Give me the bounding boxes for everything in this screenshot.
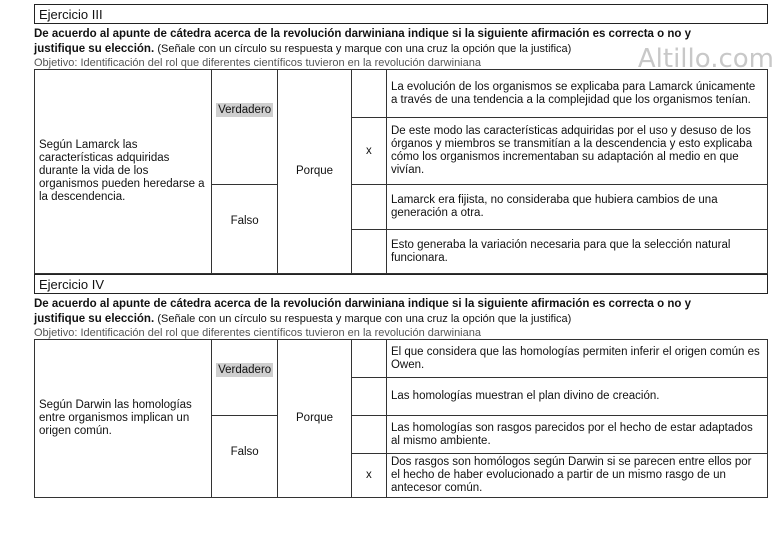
option-mark[interactable] bbox=[351, 378, 386, 416]
because-label: Porque bbox=[278, 70, 351, 274]
option-mark[interactable]: x bbox=[351, 454, 386, 498]
false-option[interactable] bbox=[211, 185, 277, 274]
option-mark[interactable]: x bbox=[351, 118, 386, 185]
answer-table bbox=[34, 339, 768, 498]
instruction bbox=[34, 297, 768, 327]
option-mark[interactable] bbox=[351, 230, 386, 274]
false-label: Falso bbox=[230, 215, 259, 228]
instruction-note: (Señale con un círculo su respuesta y marque con una cruz la opción que la justifica) bbox=[157, 313, 572, 325]
instruction bbox=[34, 27, 768, 57]
option-mark[interactable] bbox=[351, 185, 386, 230]
instruction-bold: justifique su elección. bbox=[34, 313, 155, 325]
true-option[interactable] bbox=[211, 340, 277, 416]
option-text: De este modo las características adquiridas por el uso y desuso de los órganos y miembros se transmitían a la descendencia y esto explicaba cómo los organismos incrementaban su adaptación al medio en que vivían. bbox=[386, 118, 767, 185]
statement: Según Darwin las homologías entre organismos implican un origen común. bbox=[35, 340, 212, 498]
objective: Objetivo: Identificación del rol que diferentes científicos tuvieron en la revolución darwiniana bbox=[34, 57, 481, 69]
option-text: Lamarck era fijista, no consideraba que hubiera cambios de una generación a otra. bbox=[386, 185, 767, 230]
exercise-title: Ejercicio IV bbox=[34, 274, 768, 294]
false-label: Falso bbox=[230, 446, 259, 458]
option-text: Dos rasgos son homólogos según Darwin si se parecen entre ellos por el hecho de haber evolucionado a partir de un mismo rasgo de un antecesor común. bbox=[386, 454, 767, 498]
exercise-3 bbox=[34, 4, 768, 274]
instruction-line-1: De acuerdo al apunte de cátedra acerca de la revolución darwiniana indique si la siguiente afirmación es correcta o no y bbox=[34, 298, 691, 310]
objective: Objetivo: Identificación del rol que diferentes científicos tuvieron en la revolución darwiniana bbox=[34, 327, 481, 339]
option-text: La evolución de los organismos se explicaba para Lamarck únicamente a través de una tendencia a la complejidad que los organismos tenían. bbox=[386, 70, 767, 118]
true-label: Verdadero bbox=[218, 364, 272, 376]
instruction-line-2 bbox=[34, 312, 768, 327]
true-label: Verdadero bbox=[218, 104, 272, 116]
because-label: Porque bbox=[278, 340, 351, 498]
option-mark[interactable] bbox=[351, 340, 386, 378]
exercise-4 bbox=[34, 274, 768, 498]
instruction-note: (Señale con un círculo su respuesta y marque con una cruz la opción que la justifica) bbox=[157, 43, 572, 55]
watermark-logo: Altillo.com bbox=[637, 44, 774, 74]
instruction-line-1: De acuerdo al apunte de cátedra acerca de la revolución darwiniana indique si la siguiente afirmación es correcta o no y bbox=[34, 28, 691, 40]
false-option[interactable] bbox=[211, 416, 277, 498]
option-mark[interactable] bbox=[351, 70, 386, 118]
option-text: El que considera que las homologías permiten inferir el origen común es Owen. bbox=[386, 340, 767, 378]
instruction-bold: justifique su elección. bbox=[34, 43, 155, 55]
instruction-line-2 bbox=[34, 42, 768, 57]
option-text: Esto generaba la variación necesaria para que la selección natural funcionara. bbox=[386, 230, 767, 274]
option-text: Las homologías muestran el plan divino de creación. bbox=[386, 378, 767, 416]
true-option[interactable] bbox=[211, 70, 277, 185]
option-text: Las homologías son rasgos parecidos por el hecho de estar adaptados al mismo ambiente. bbox=[386, 416, 767, 454]
option-mark[interactable] bbox=[351, 416, 386, 454]
answer-table bbox=[34, 69, 768, 274]
exercise-title: Ejercicio III bbox=[34, 4, 768, 24]
statement: Según Lamarck las características adquiridas durante la vida de los organismos pueden heredarse a la descendencia. bbox=[35, 70, 212, 274]
